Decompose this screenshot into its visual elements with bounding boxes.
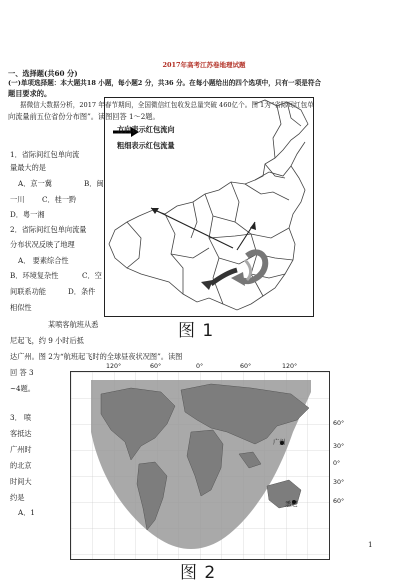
fig2-top-label-1: 120° xyxy=(106,363,122,370)
fig2-place-guangzhou: 广州 xyxy=(273,439,286,446)
figure2-caption: 图 2 xyxy=(180,563,217,583)
fig2-right-label-2: 30° xyxy=(333,443,345,450)
page-title: 2017年高考江苏卷地理试题 xyxy=(162,61,246,69)
q1-option-b: B．闽 xyxy=(84,179,104,188)
figure1-legend-thickness: 粗细表示红包流量 xyxy=(117,141,175,150)
intro-line1: 据微信大数据分析，2017 年春节期间，全国微信红包收发总量突破 460亿个。图 1为“省际间红包单 xyxy=(20,101,314,109)
world-day-night-map xyxy=(71,372,329,559)
q2-stem-line2: 分布状况反映了地理 xyxy=(10,240,75,249)
q1-stem-line2: 量最大的是 xyxy=(10,163,46,172)
section-heading: 一、选择题(共60 分) xyxy=(8,69,78,78)
q2-option-b: B．环境复杂性 xyxy=(10,271,59,280)
fig2-top-label-4: 60° xyxy=(240,363,252,370)
intro2-line3: 达广州。图 2为“航班起飞时的全球昼夜状况图”。读图 xyxy=(10,352,183,361)
page-number: 1 xyxy=(368,540,373,549)
q3-line4: 的北京 xyxy=(10,461,32,470)
q3-line5: 时间大 xyxy=(10,477,32,486)
q2-option-d: D．条件 xyxy=(68,287,96,296)
fig2-place-sydney: 悉尼 xyxy=(285,501,298,508)
fig2-top-label-2: 60° xyxy=(150,363,162,370)
q3-option-a: A．1 xyxy=(18,508,35,517)
fig2-right-label-4: 30° xyxy=(333,479,345,486)
q2-stem-line1: 2．省际间红包单向流量 xyxy=(10,225,87,234)
q3-line2: 客抵达 xyxy=(10,429,32,438)
instructions-line2: 题目要求的。 xyxy=(8,89,52,98)
q3-line1: 3． 喷 xyxy=(10,413,32,422)
q2-option-a: A． 要素综合性 xyxy=(18,256,69,265)
instructions-line1: (一)单项选择题：本大题共18 小题，每小题2 分，共36 分。在每小题给出的四个选项中，只有一项是符合 xyxy=(8,79,322,87)
q1-option-c: C．桂一黔 xyxy=(42,195,77,204)
q1-option-a: A．京一冀 xyxy=(18,179,52,188)
intro2-line5: ~4题。 xyxy=(10,384,35,393)
fig2-top-label-3: 0° xyxy=(196,363,204,370)
q3-line6: 约是 xyxy=(10,493,25,502)
fig2-right-label-5: 60° xyxy=(333,498,345,505)
q2-option-c-cont: 间联系功能 xyxy=(10,287,46,296)
intro2-line2: 尼起飞，约 9 小时后抵 xyxy=(10,336,84,345)
intro2-line1: 某喷客航班从悉 xyxy=(48,320,99,329)
q1-stem-line1: 1．省际间红包单向流 xyxy=(10,150,80,159)
q1-option-b-cont: 一川 xyxy=(10,195,25,204)
fig2-right-label-1: 60° xyxy=(333,420,345,427)
figure1-caption: 图 1 xyxy=(178,321,215,341)
q2-option-d-cont: 相似性 xyxy=(10,303,32,312)
fig2-right-label-3: 0° xyxy=(333,460,341,467)
q3-line3: 广州时 xyxy=(10,445,32,454)
figure2-map xyxy=(70,371,330,560)
q1-option-d: D．粤一湘 xyxy=(10,210,45,219)
intro-line2: 向流量前五位省份分布图”。读图回答 1～2题。 xyxy=(8,112,160,121)
fig2-top-label-5: 120° xyxy=(282,363,298,370)
intro2-line4: 回 答 3 xyxy=(10,368,34,377)
figure1-legend-direction: 方向表示红包流向 xyxy=(117,125,175,134)
q2-option-c: C．空 xyxy=(82,271,102,280)
